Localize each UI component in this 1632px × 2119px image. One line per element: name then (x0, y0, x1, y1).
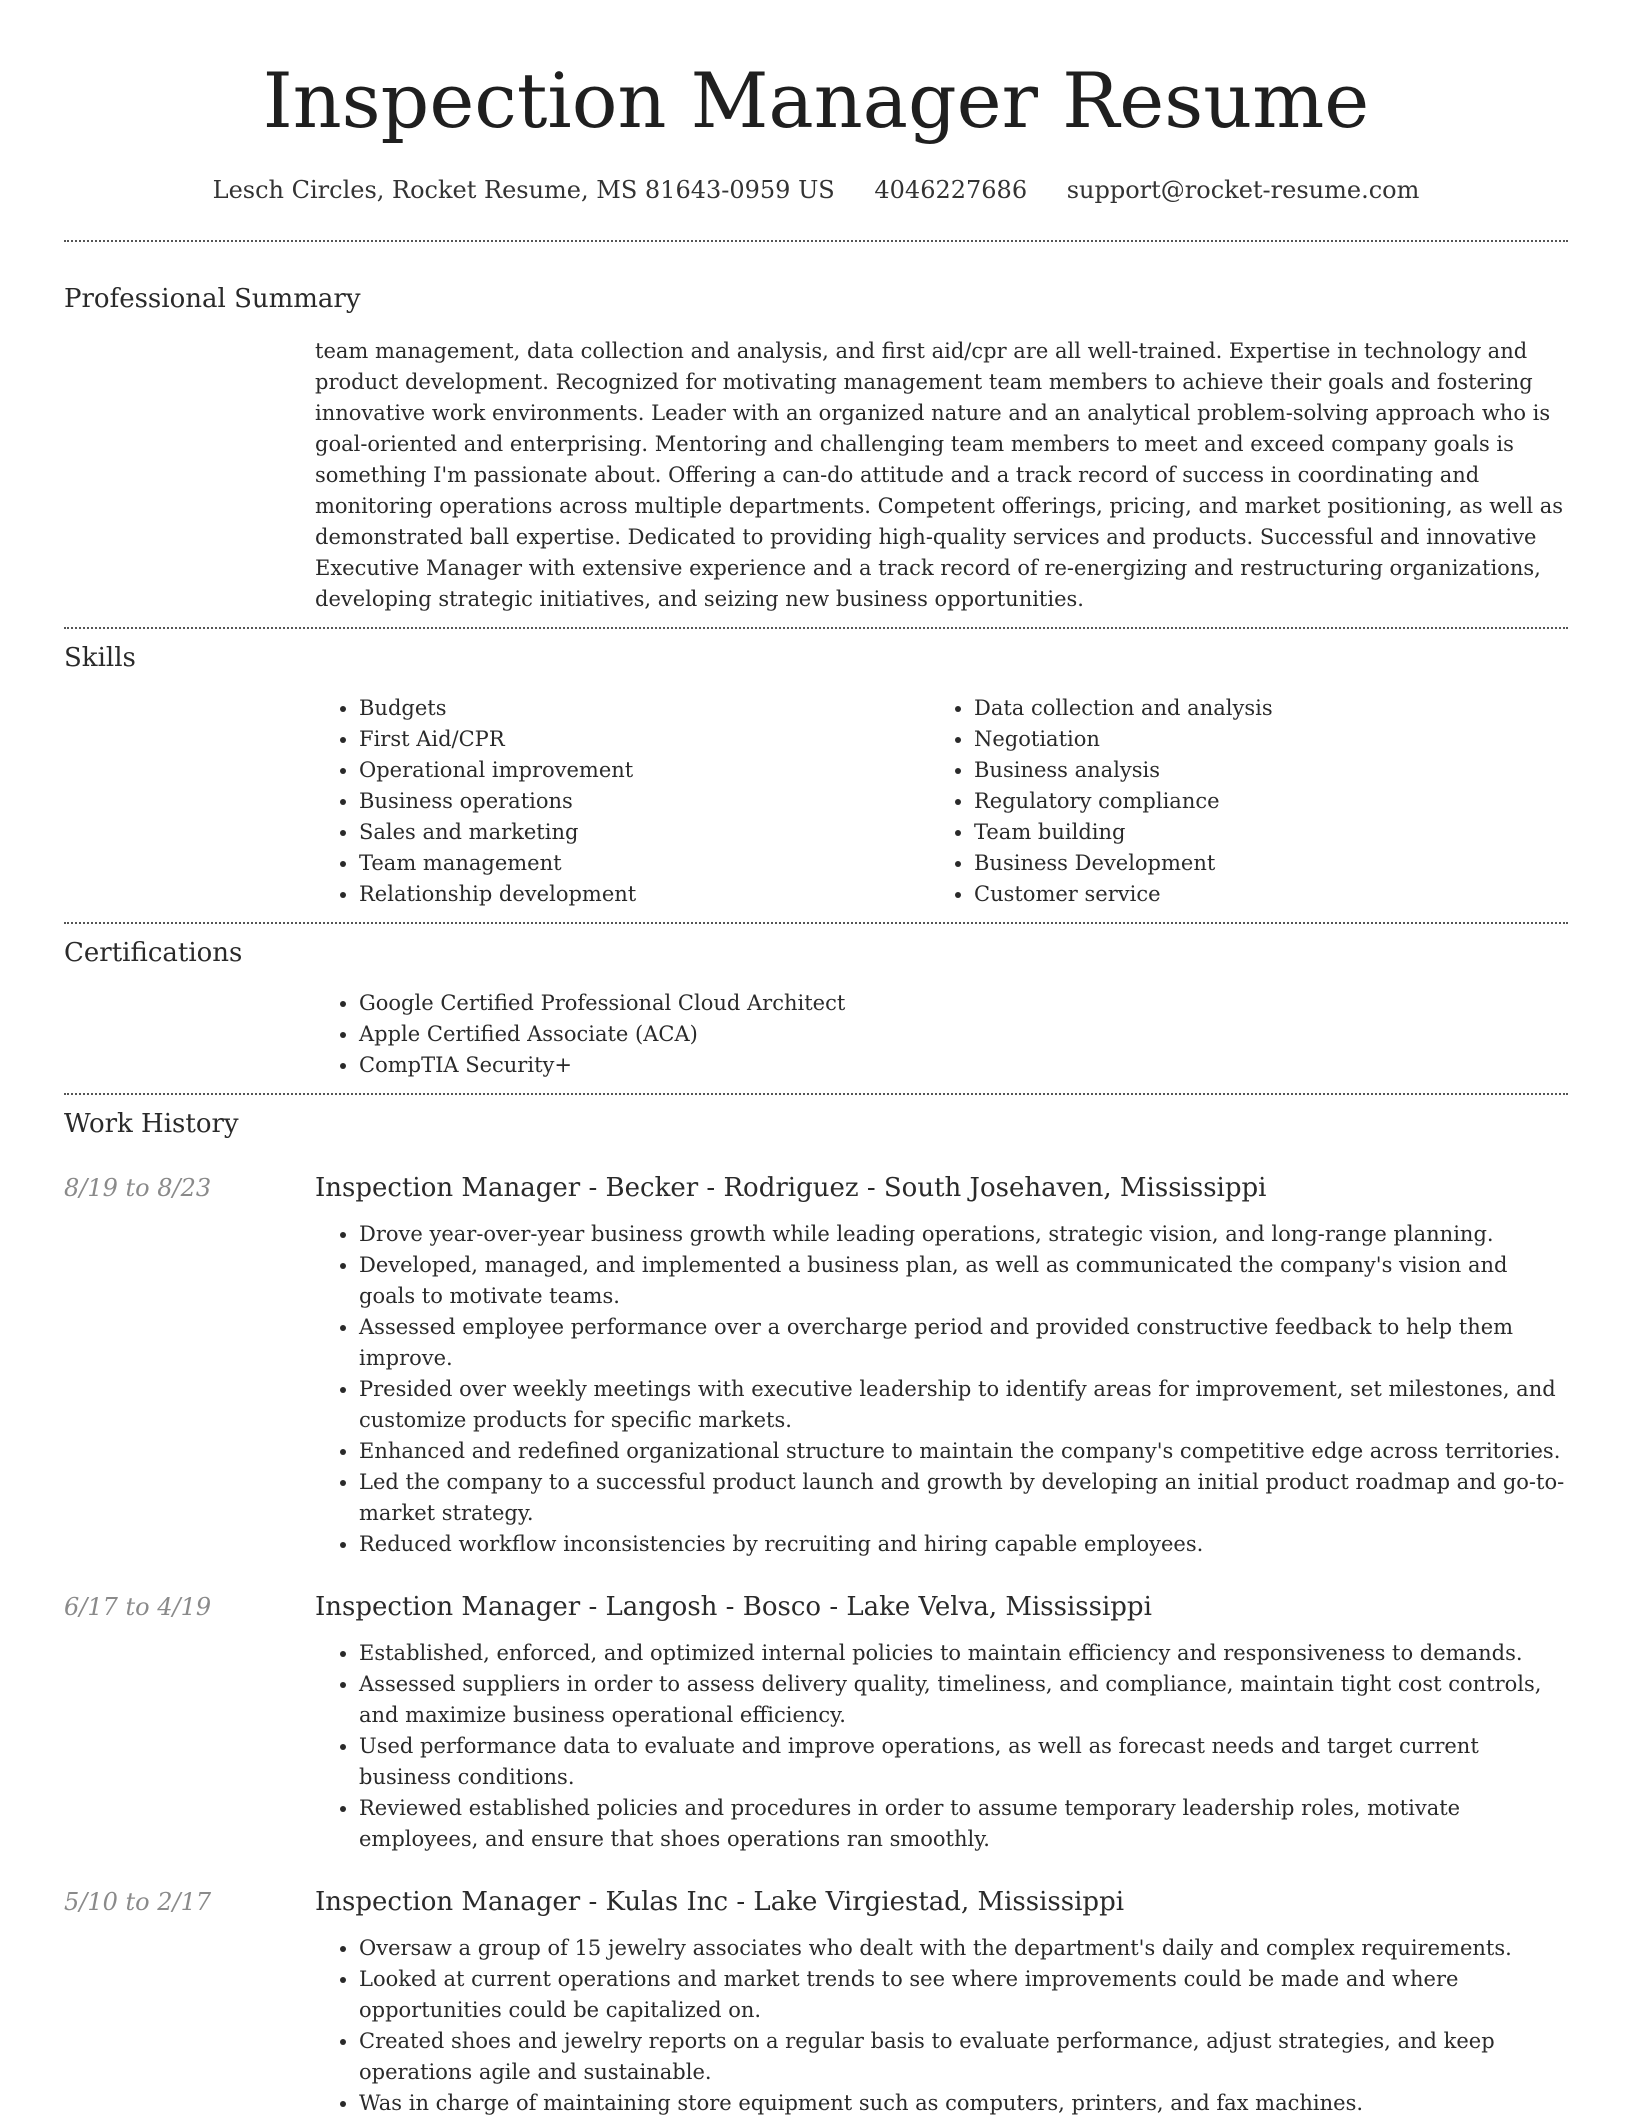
job-bullet: • Assessed suppliers in order to assess delivery quality, timeliness, and compliance, maintain tight cost controls, and maximize business operational efficiency. (359, 1669, 1568, 1731)
skills-column-left (315, 693, 930, 910)
job-dates: 8/19 to 8/23 (64, 1174, 212, 1202)
skill-item: • Team building (974, 817, 1545, 848)
job-bullet: • Led the company to a successful product launch and growth by developing an initial product roadmap and go-to-market strategy. (359, 1467, 1568, 1529)
work-history-section (64, 1107, 1568, 2119)
skill-item: • Sales and marketing (359, 817, 930, 848)
certification-item: • Google Certified Professional Cloud Architect (359, 988, 1568, 1019)
skills-columns (315, 693, 1568, 910)
job-bullet: • Drove year-over-year business growth while leading operations, strategic vision, and long-range planning. (359, 1219, 1568, 1250)
job-dates: 6/17 to 4/19 (64, 1593, 212, 1621)
contact-address: Lesch Circles, Rocket Resume, MS 81643-0959 US (212, 176, 835, 204)
job-bullet: • Presided over weekly meetings with executive leadership to identify areas for improvement, set milestones, and customize products for specific markets. (359, 1374, 1568, 1436)
job-entry (64, 1171, 1568, 1560)
job-bullet: • Looked at current operations and market trends to see where improvements could be made and where opportunities could be capitalized on. (359, 1964, 1568, 2026)
skill-item: • Business Development (974, 848, 1545, 879)
job-bullet: • Reviewed established policies and procedures in order to assume temporary leadership roles, motivate employees, and ensure that shoes operations ran smoothly. (359, 1793, 1568, 1855)
job-bullet: • Enhanced and redefined organizational structure to maintain the company's competitive edge across territories. (359, 1436, 1568, 1467)
summary-text: team management, data collection and analysis, and first aid/cpr are all well-trained. Expertise in technology and product development. Recognized for motivating management team members to achieve their goals and fostering innovative work environments. Leader with an organized nature and an analytical problem-solving approach who is goal-oriented and enterprising. Mentoring and challenging team members to meet and exceed company goals is something I'm passionate about. Offering a can-do attitude and a track record of success in coordinating and monitoring operations across multiple departments. Competent offerings, pricing, and market positioning, as well as demonstrated ball expertise. Dedicated to providing high-quality services and products. Successful and innovative Executive Manager with extensive experience and a track record of re-energizing and restructuring organizations, developing strategic initiatives, and seizing new business opportunities. (315, 339, 1564, 611)
job-bullet: • Was in charge of maintaining store equipment such as computers, printers, and fax machines. (359, 2088, 1568, 2119)
job-dates: 5/10 to 2/17 (64, 1888, 212, 1916)
contact-line (64, 174, 1568, 206)
job-bullets (315, 1638, 1568, 1855)
job-entry (64, 1590, 1568, 1855)
job-body (315, 1171, 1568, 1560)
job-title: Inspection Manager - Langosh - Bosco - Lake Velva, Mississippi (315, 1592, 1152, 1622)
certification-item: • CompTIA Security+ (359, 1050, 1568, 1081)
skill-item: • Budgets (359, 693, 930, 724)
job-entry (64, 1885, 1568, 2119)
resume-title: Inspection Manager Resume (262, 56, 1370, 145)
contact-email: support@rocket-resume.com (1066, 176, 1420, 204)
job-bullet: • Developed, managed, and implemented a business plan, as well as communicated the company's vision and goals to motivate teams. (359, 1250, 1568, 1312)
certification-item: • Apple Certified Associate (ACA) (359, 1019, 1568, 1050)
certifications-section (64, 936, 1568, 1081)
skills-column-right (930, 693, 1545, 910)
skill-item: • Customer service (974, 879, 1545, 910)
section-divider (64, 240, 1568, 242)
job-body (315, 1885, 1568, 2119)
skill-item: • First Aid/CPR (359, 724, 930, 755)
section-divider (64, 1093, 1568, 1095)
certifications-list (315, 988, 1568, 1081)
section-divider (64, 922, 1568, 924)
job-bullet: • Used performance data to evaluate and improve operations, as well as forecast needs and target current business conditions. (359, 1731, 1568, 1793)
skill-item: • Regulatory compliance (974, 786, 1545, 817)
resume-header (64, 0, 1568, 206)
job-bullets (315, 1933, 1568, 2119)
job-bullet: • Assessed employee performance over a overcharge period and provided constructive feedback to help them improve. (359, 1312, 1568, 1374)
skill-item: • Negotiation (974, 724, 1545, 755)
job-bullet: • Created shoes and jewelry reports on a regular basis to evaluate performance, adjust strategies, and keep operations agile and sustainable. (359, 2026, 1568, 2088)
contact-phone: 4046227686 (874, 176, 1028, 204)
job-bullet: • Established, enforced, and optimized internal policies to maintain efficiency and responsiveness to demands. (359, 1638, 1568, 1669)
work-history-heading: Work History (64, 1109, 239, 1139)
skill-item: • Business analysis (974, 755, 1545, 786)
job-title: Inspection Manager - Becker - Rodriguez - South Josehaven, Mississippi (315, 1173, 1267, 1203)
job-title: Inspection Manager - Kulas Inc - Lake Virgiestad, Mississippi (315, 1887, 1125, 1917)
skills-heading: Skills (64, 643, 136, 673)
skill-item: • Data collection and analysis (974, 693, 1545, 724)
job-bullets (315, 1219, 1568, 1560)
skill-item: • Team management (359, 848, 930, 879)
skill-item: • Operational improvement (359, 755, 930, 786)
summary-section (64, 282, 1568, 615)
certifications-heading: Certifications (64, 938, 243, 968)
skill-item: • Business operations (359, 786, 930, 817)
summary-heading: Professional Summary (64, 284, 361, 314)
section-divider (64, 627, 1568, 629)
job-body (315, 1590, 1568, 1855)
skills-section (64, 641, 1568, 910)
job-bullet: • Reduced workflow inconsistencies by recruiting and hiring capable employees. (359, 1529, 1568, 1560)
skill-item: • Relationship development (359, 879, 930, 910)
job-bullet: • Oversaw a group of 15 jewelry associates who dealt with the department's daily and complex requirements. (359, 1933, 1568, 1964)
